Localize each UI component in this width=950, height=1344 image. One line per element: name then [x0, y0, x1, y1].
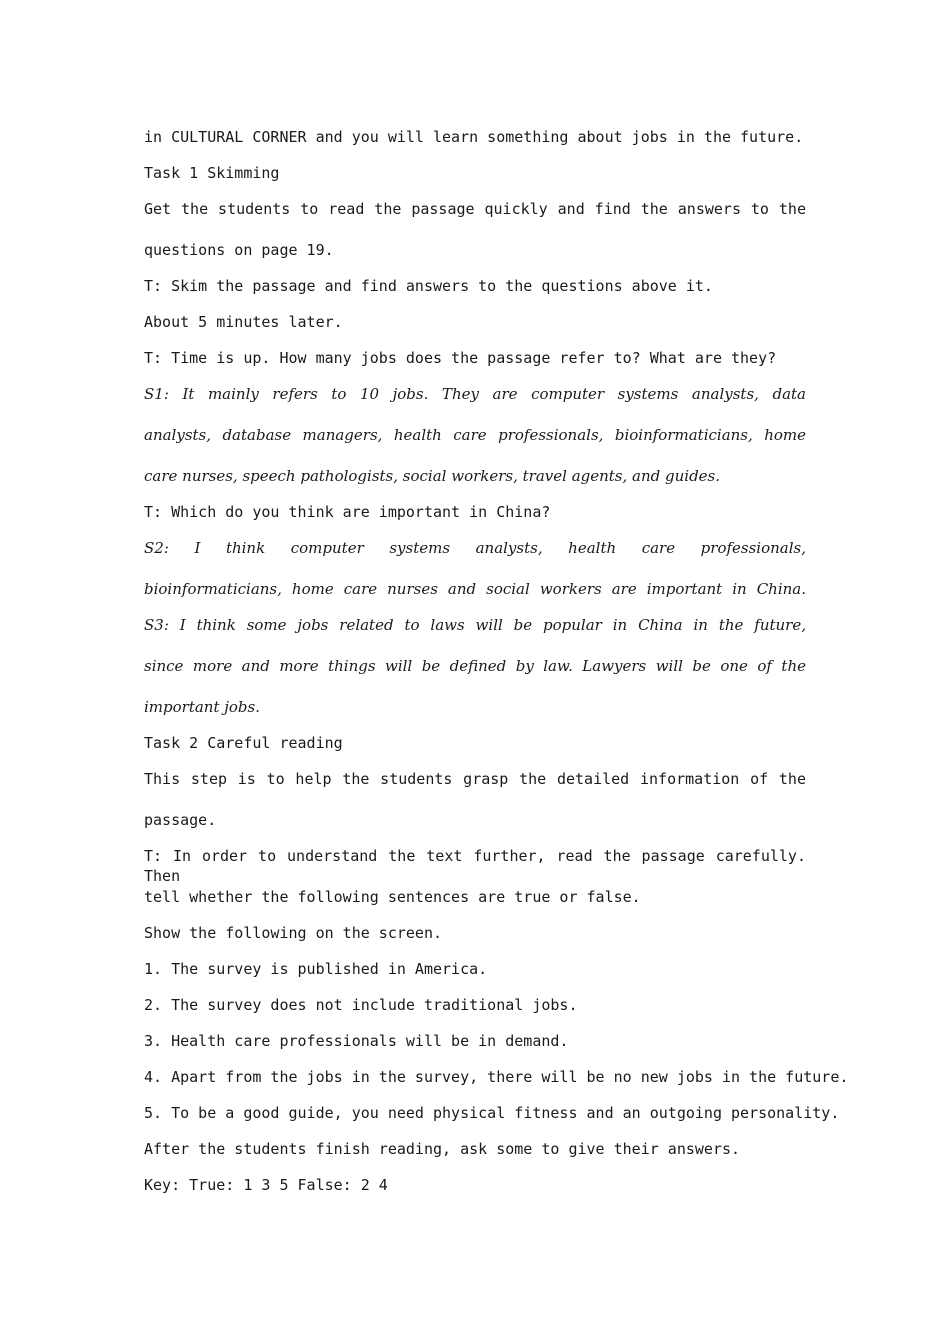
statement-item: 2. The survey does not include traditional jobs.	[144, 996, 578, 1014]
statement-item: 4. Apart from the jobs in the survey, there will be no new jobs in the future.	[144, 1068, 849, 1086]
text-line: Show the following on the screen.	[144, 924, 443, 942]
text-line: T: In order to understand the text further, read the passage carefully. Then	[144, 847, 806, 885]
text-line: About 5 minutes later.	[144, 313, 343, 331]
student-answer-line: care nurses, speech pathologists, social workers, travel agents, and guides.	[144, 467, 721, 485]
text-line: T: Skim the passage and find answers to the questions above it.	[144, 277, 713, 295]
student-answer-line: S3: I think some jobs related to laws will be popular in China in the future,	[144, 616, 806, 634]
answer-key: Key: True: 1 3 5 False: 2 4	[144, 1176, 388, 1194]
student-answer-line: S1: It mainly refers to 10 jobs. They are computer systems analysts, data	[144, 385, 806, 403]
student-answer-line: bioinformaticians, home care nurses and social workers are important in China.	[144, 580, 806, 598]
statement-item: 3. Health care professionals will be in demand.	[144, 1032, 569, 1050]
student-answer-line: analysts, database managers, health care professionals, bioinformaticians, home	[144, 426, 806, 444]
text-line: tell whether the following sentences are true or false.	[144, 888, 641, 906]
student-answer-line: S2: I think computer systems analysts, health care professionals,	[144, 539, 806, 557]
statement-item: 1. The survey is published in America.	[144, 960, 488, 978]
text-line: This step is to help the students grasp the detailed information of the	[144, 770, 806, 788]
task-2-heading: Task 2 Careful reading	[144, 734, 343, 752]
text-line: passage.	[144, 811, 217, 829]
text-line: T: Which do you think are important in China?	[144, 503, 551, 521]
text-line: questions on page 19.	[144, 241, 334, 259]
text-line: T: Time is up. How many jobs does the passage refer to? What are they?	[144, 349, 777, 367]
student-answer-line: important jobs.	[144, 698, 261, 716]
text-line: Get the students to read the passage quickly and find the answers to the	[144, 200, 806, 218]
statement-item: 5. To be a good guide, you need physical fitness and an outgoing personality.	[144, 1104, 840, 1122]
text-line: in CULTURAL CORNER and you will learn something about jobs in the future.	[144, 128, 804, 146]
text-line: After the students finish reading, ask some to give their answers.	[144, 1140, 741, 1158]
task-1-heading: Task 1 Skimming	[144, 164, 280, 182]
student-answer-line: since more and more things will be defined by law. Lawyers will be one of the	[144, 657, 806, 675]
